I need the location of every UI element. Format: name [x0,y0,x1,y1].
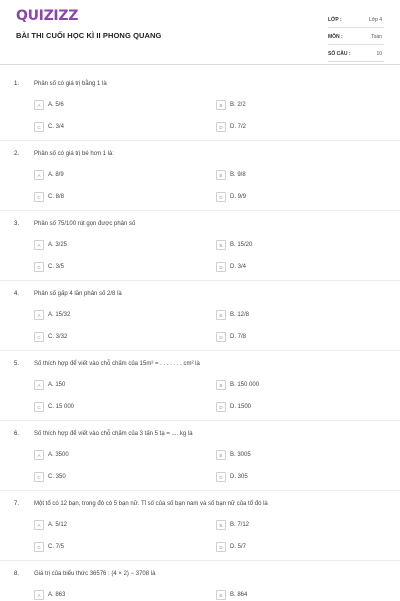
divider [0,490,400,491]
option-text: C. 15 000 [48,404,75,410]
divider [0,210,400,211]
option-text: B. 7/12 [230,522,250,528]
meta-row-count [328,47,384,62]
option-letter-box[interactable]: C [34,402,44,412]
meta-table [328,13,384,64]
option-a[interactable] [34,99,64,111]
divider [0,350,400,351]
option-b[interactable] [216,239,252,251]
option-letter-box[interactable]: D [216,192,226,202]
question-text: Phân số 75/100 rút gọn được phân số [34,221,136,227]
option-d[interactable] [216,401,251,413]
option-letter-box[interactable]: A [34,100,44,110]
option-text: B. 2/2 [230,102,246,108]
question-text: Một tổ có 12 bạn, trong đó có 5 bạn nữ. Tỉ số của số bạn nam và số bạn nữ của tổ đó là [34,501,268,507]
option-letter-box[interactable]: D [216,332,226,342]
option-c[interactable] [34,541,64,553]
option-b[interactable] [216,589,247,601]
meta-label: LỚP : [328,17,342,23]
option-text: C. 8/8 [48,194,65,200]
page-title: BÀI THI CUỐI HỌC KÌ II PHONG QUANG [16,31,162,40]
option-letter-box[interactable]: D [216,402,226,412]
option-text: B. 150 000 [230,382,260,388]
option-text: D. 7/8 [230,334,247,340]
option-c[interactable] [34,191,64,203]
option-text: A. 3500 [48,452,69,458]
option-letter-box[interactable]: B [216,380,226,390]
option-c[interactable] [34,261,64,273]
option-text: A. 3/25 [48,242,68,248]
question-text: Phân số có giá trị bé hơn 1 là: [34,151,114,157]
option-d[interactable] [216,121,246,133]
option-letter-box[interactable]: A [34,310,44,320]
option-c[interactable] [34,471,66,483]
option-text: C. 350 [48,474,66,480]
option-text: B. 9/8 [230,172,246,178]
question-text: Số thích hợp để viết vào chỗ chấm của 3 tấn 5 tạ = .... kg là [34,431,193,437]
divider [0,280,400,281]
option-text: C. 3/4 [48,124,65,130]
option-letter-box[interactable]: C [34,192,44,202]
question-number: 4. [14,291,20,297]
question-number: 1. [14,81,20,87]
option-d[interactable] [216,261,246,273]
question-text: Số thích hợp để viết vào chỗ chấm của 15m² = . . . . . . . cm² là [34,361,200,367]
option-text: D. 7/2 [230,124,247,130]
option-text: D. 3/4 [230,264,247,270]
option-text: C. 7/5 [48,544,65,550]
option-text: C. 3/32 [48,334,68,340]
option-b[interactable] [216,379,259,391]
option-letter-box[interactable]: C [34,472,44,482]
option-c[interactable] [34,121,64,133]
option-text: A. 150 [48,382,66,388]
option-b[interactable] [216,309,249,321]
option-letter-box[interactable]: B [216,450,226,460]
option-text: D. 1500 [230,404,252,410]
option-a[interactable] [34,449,69,461]
question-number: 6. [14,431,20,437]
question-number: 7. [14,501,20,507]
question-text: Phân số có giá trị bằng 1 là [34,81,107,87]
option-letter-box[interactable]: C [34,332,44,342]
option-text: A. 863 [48,592,66,598]
option-b[interactable] [216,519,249,531]
option-text: B. 15/20 [230,242,253,248]
option-letter-box[interactable]: D [216,122,226,132]
question-text: Giá trị của biểu thức 36576 : (4 × 2) − 3708 là [34,571,156,577]
meta-label: SỐ CÂU : [328,51,351,57]
option-a[interactable] [34,589,65,601]
option-letter-box[interactable]: A [34,380,44,390]
option-d[interactable] [216,471,248,483]
option-a[interactable] [34,519,67,531]
divider [0,560,400,561]
meta-value: Lớp 4 [368,17,382,23]
divider [0,140,400,141]
option-text: D. 305 [230,474,248,480]
option-d[interactable] [216,191,246,203]
option-a[interactable] [34,169,64,181]
option-text: B. 864 [230,592,248,598]
option-letter-box[interactable]: B [216,310,226,320]
option-c[interactable] [34,331,67,343]
quizizz-logo: QUIZIZZ [16,8,79,24]
question-number: 8. [14,571,20,577]
option-text: B. 12/8 [230,312,250,318]
option-letter-box[interactable]: D [216,262,226,272]
meta-label: MÔN : [328,34,343,40]
option-letter-box[interactable]: B [216,100,226,110]
question-number: 5. [14,361,20,367]
option-text: D. 9/9 [230,194,247,200]
option-letter-box[interactable]: D [216,542,226,552]
meta-row-class [328,13,384,28]
option-letter-box[interactable]: A [34,170,44,180]
option-letter-box[interactable]: A [34,240,44,250]
question-number: 3. [14,221,20,227]
meta-value: Toán [371,34,382,40]
option-c[interactable] [34,401,74,413]
option-text: A. 15/32 [48,312,71,318]
option-letter-box[interactable]: A [34,450,44,460]
option-b[interactable] [216,449,251,461]
divider [0,420,400,421]
option-letter-box[interactable]: C [34,122,44,132]
meta-value: 10 [376,51,382,57]
option-text: D. 5/7 [230,544,247,550]
meta-row-subject [328,30,384,45]
option-b[interactable] [216,99,246,111]
option-text: A. 5/6 [48,102,64,108]
option-text: A. 5/12 [48,522,68,528]
option-letter-box[interactable]: C [34,262,44,272]
question-number: 2. [14,151,20,157]
option-a[interactable] [34,309,70,321]
option-letter-box[interactable]: A [34,590,44,600]
option-letter-box[interactable]: A [34,520,44,530]
option-a[interactable] [34,239,67,251]
option-text: C. 3/5 [48,264,65,270]
option-letter-box[interactable]: B [216,170,226,180]
option-letter-box[interactable]: D [216,472,226,482]
option-b[interactable] [216,169,246,181]
option-letter-box[interactable]: B [216,240,226,250]
option-d[interactable] [216,541,246,553]
option-letter-box[interactable]: B [216,520,226,530]
option-letter-box[interactable]: B [216,590,226,600]
question-text: Phân số gấp 4 lần phân số 2/8 là [34,291,122,297]
option-text: B. 3005 [230,452,251,458]
option-text: A. 8/9 [48,172,64,178]
option-letter-box[interactable]: C [34,542,44,552]
option-a[interactable] [34,379,65,391]
worksheet-header [0,0,400,65]
option-d[interactable] [216,331,246,343]
